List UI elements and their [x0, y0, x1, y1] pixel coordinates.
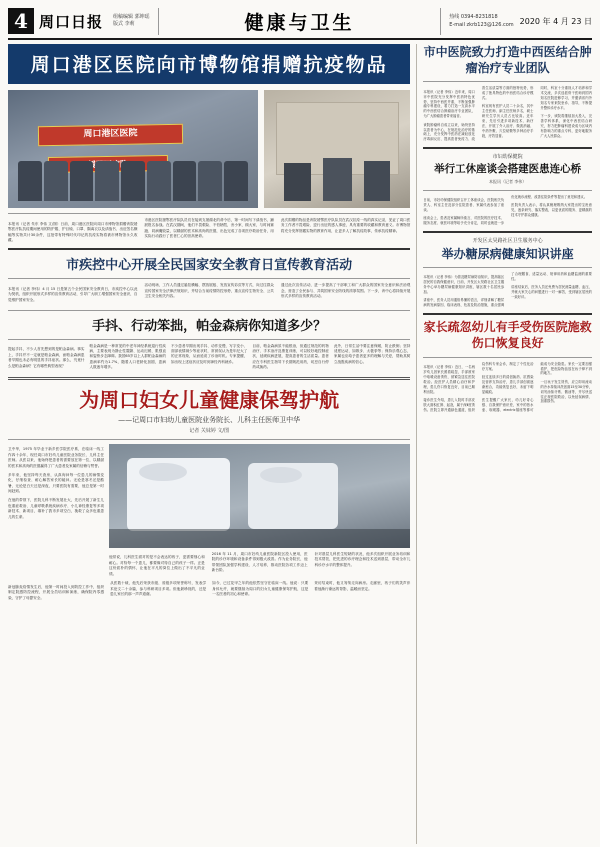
tcm-para-5: 下一步，该院将继续加大投入，完善学科体系，深化中西医结合研究，努力把肿瘤科建设成为区域内有影响力的重点专科，更好地服务广大人民群众。 — [540, 114, 592, 139]
feature-para-7: 新冠肺炎疫情发生后，他第一时间投入到防控工作中，组织制定院感防控流程，开展全员培训和演练，确保院内零感染，守护了母婴安全。 — [8, 584, 105, 600]
feature-para-5: 2016 年 11 月，周口市妇幼儿童医院新院区投入使用，医院的诊疗环境和设备条件得到极大改善。作为业务院长，他带领团队加强学科建设、人才培养，推动医院各项工作迈上新台阶。 — [211, 551, 308, 573]
diabetes-para-3: 讲座结束后，医务人员还免费为居民测量血糖、血压，并就大家关心的问题进行一对一解答，受到辖区居民的一致好评。 — [511, 285, 592, 300]
photo-people-row — [18, 161, 248, 201]
section-title: 健康与卫生 — [158, 8, 442, 35]
forum-para-1: 日前，市妇幼保健院组织召开工休座谈会，医院相关负责人、科室主任及部分住院患者、家属代表参加了座谈。 — [423, 197, 505, 212]
forum-body — [423, 195, 592, 226]
lead-headline: 周口港区医院向市博物馆捐赠抗疫物品 — [8, 44, 410, 84]
masthead-editors — [113, 14, 150, 29]
feature-col-mid — [109, 552, 410, 577]
email: E-mail zkrb123@126.com — [449, 22, 514, 28]
feature-para-9: 如今，已过花甲之年的他依然坚守在临床一线。他说：只要身体允许，就要继续为周口的妇女儿童健康保驾护航，这是一名医者的初心和使命。 — [212, 581, 309, 597]
lead-photo — [8, 90, 258, 208]
forum-byline: 本报讯（记者 李伟） — [489, 178, 527, 184]
lead-para-1: 本报讯（记者 朱东 李伟 文/图）日前，周口港区医院向周口市博物馆捐赠该院援鄂医疗队抗疫期间使用的防护服、护目镜、口罩、隔离衣以及请战书、出征签名横幅等实物共计30余件，这批带有特殊时代印记的抗疫实物将被市博物馆永久收藏。 — [8, 221, 138, 242]
diabetes-para-1: 本报讯（记者 李伟）为普及糖尿病防治知识，提高辖区居民的自我保健意识，日前，开发区太昊路社区卫生服务中心举办糖尿病健康知识讲座，辖区数十名居民参加。 — [423, 275, 505, 295]
forum-para-3: 医院负责人表示，将认真梳理吸纳大家提出的宝贵意见，逐条研究、落实整改，以更优质的服务、更精湛的技术守护群众健康。 — [511, 202, 592, 217]
lead-para-3: 此次捐赠的物品是该院援鄂医疗队队员在武汉抗疫一线的真实记录，见证了周口医务工作者不畏艰险、逆行出征的感人事迹，具有重要的收藏和教育意义。市博物馆将充分发挥馆藏实物的教育作用，让更多人了解抗疫故事，传承抗疫精神。 — [280, 218, 411, 233]
burn-para-4: 医生提醒广大家长，幼儿好奇心强、自我保护意识差，家中的热水壶、取暖器、electric插座等都可能成为安全隐患。家长一定要加强看护，把危险物品放在孩子够不到的地方。 — [481, 361, 592, 412]
feature-para-6: 针对基层儿科医生短缺的状况，他多次组织开展业务培训和技术帮扶，把先进的诊疗理念和技术送到基层，带动全市儿科诊疗水平的整体提升。 — [314, 551, 411, 567]
parkinson-para-1: 提起手抖，不少人首先想到的是帕金森病。事实上，手抖并不一定就是帕金森病，而帕金森病患者早期也未必有明显的手抖症状。那么，究竟什么是帕金森病？它有哪些典型表现？ — [8, 347, 85, 368]
feature-para-3: 在他的带领下，医院儿科不断发展壮大，先后开展了新生儿危重症救治、儿童呼吸系统疾病诊疗、小儿神经康复等多项新技术、新项目，填补了我市多项空白，挽救了众多危重患儿的生命。 — [8, 498, 104, 519]
cdc-para-1: 本报讯（记者 李伟）4 月 15 日是第五个全民国家安全教育日，市疾控中心以此为契机，组织开展形式多样的宣传教育活动，引导广大职工增强国家安全意识，自觉维护国家安全。 — [8, 287, 138, 302]
feature-headline: 为周口妇女儿童健康保驾护航 — [79, 387, 340, 412]
burn-para-1: 本报讯（记者 李伟）近日，一名两岁幼儿因家长照看疏忽，手部被家中取暖设备烫伤，被紧急送往医院救治。经医护人员精心治疗和护理，患儿伤口恢复良好，目前已顺利出院。 — [423, 364, 475, 394]
feature-body-lower — [8, 581, 410, 601]
cdc-body — [8, 283, 410, 304]
masthead — [8, 6, 592, 40]
page-number: 4 — [8, 8, 34, 34]
feature-para-8: 从医数十载，他先后荣获市级、省级多项荣誉称号，发表学术论文二十余篇，参与科研项目多项。但他最珍视的，还是患儿家长的那一声声道谢。 — [110, 581, 207, 597]
feature-para-1: 卫中华，1975 年毕业于新乡医学院医疗系，在临床一线工作四十余年，现任周口市妇幼儿童医院业务院长、儿科主任医师。从医以来，他始终把患者的需要放在第一位，以精湛的医术和高尚的医德赢得了广大患者及家属的信赖与赞誉。 — [8, 447, 104, 468]
photo-banner-top: 周口港区医院 — [38, 124, 183, 146]
issue-date: 2020 年 4 月 23 日 — [519, 16, 592, 26]
tcm-para-2: 该院肿瘤科自成立以来，始终坚持以患者为中心，在规范化治疗的基础上，充分发挥中医药在减轻放化疗毒副反应、提高患者免疫力、改善生活质量等方面的独特优势，形成了独具特色的中西医结合诊疗模式。 — [423, 86, 534, 142]
article-forum — [423, 153, 592, 225]
diabetes-headline: 举办糖尿病健康知识讲座 — [441, 246, 574, 261]
diabetes-para-2: 讲座中，医务人员用通俗易懂的语言，详细讲解了糖尿病的发病原因、临床表现、危害及防治措施，重点强调了合理膳食、适量运动、规律用药和血糖监测的重要性。 — [423, 271, 592, 308]
feature-subhead: ——记周口市妇幼儿童医院业务院长、儿科主任医师卫中华 — [118, 415, 301, 424]
tcm-para-4: 同时，科室十分重视人才培养和学术交流，多次选派骨干医师到国内知名医院进修学习，并邀请省内外知名专家来院坐诊、指导，不断提升整体诊疗水平。 — [540, 86, 592, 111]
page-body — [8, 44, 592, 844]
editor-line-1: 组稿编辑 郭坤瑶 — [113, 13, 150, 20]
paper-name: 周口日报 — [39, 12, 104, 31]
forum-kicker: 市妇幼保健院 — [492, 154, 523, 161]
burn-para-3: 经过连续多日的清创换药、抗感染及营养支持治疗，患儿手部创面逐渐愈合，功能恢复良好，未留下明显瘢痕。 — [481, 374, 534, 394]
article-parkinson — [8, 315, 410, 372]
parkinson-para-2: 帕金森病是一种常见的中老年神经系统退行性疾病，主要表现为静止性震颤、运动迟缓、肌强直和姿势步态障碍。我国65岁以上人群帕金森病的患病率约为1.7%，随着人口老龄化加剧，患病人数逐年增多。 — [89, 343, 166, 370]
article-diabetes — [423, 237, 592, 308]
parkinson-para-4: 目前，帕金森病虽不能根治，但通过规范的药物治疗、手术治疗及康复训练，可以较好地控制症状，延缓疾病进展，提高患者的生活质量。患者应在专科医生指导下长期规范用药，切忌自行停药或换药。 — [252, 343, 329, 370]
diabetes-kicker: 开发区太昊路社区卫生服务中心 — [472, 237, 543, 244]
cdc-para-3: 通过此次宣传活动，进一步提高了干部职工和广大群众的国家安全意识和法治观念，营造了全民参与、共筑国家安全防线的浓厚氛围。下一步，该中心将持续开展形式多样的宣传教育活动。 — [280, 283, 411, 299]
article-lead — [8, 44, 410, 243]
parkinson-para-5: 此外，日常生活中要注意保暖，防止跌倒；坚持适度运动，如散步、太极拳等；保持乐观心态，家属也应给予患者更多的理解与关爱，帮助其树立战胜疾病的信心。 — [333, 343, 411, 364]
lead-photo-secondary — [264, 90, 410, 208]
parkinson-para-3: 不少患者早期出现手抖、动作变慢、写字变小、面部表情减少等症状时，常被误认为是年纪大了的正常现象，从而延误了诊治时机。专家提醒，如出现上述症状应及时到神经内科就诊。 — [170, 343, 248, 364]
article-cdc — [8, 254, 410, 304]
burn-body — [423, 362, 592, 413]
tcm-headline: 市中医院致力打造中西医结合肿瘤治疗专业团队 — [423, 45, 592, 76]
lead-para-2: 市港区医院援鄂医疗队队员们在接到支援湖北的命令后，第一时间写下请战书，踊跃报名参战。在武汉期间，他们不畏艰险、不怕牺牲，舍小家、顾大家，与时间赛跑、同病魔较量，以精湛的医术和高尚的医德，出色完成了各项医疗救治任务，用实际行动践行了医者仁心的崇高使命。 — [144, 218, 274, 239]
burn-para-5: 一旦孩子发生烫伤，应立即用流动的冷水持续冲洗创面15至30分钟，切勿涂抹牙膏、酱油等，并尽快送往正规医院救治，以免延误病情、加重损伤。 — [540, 379, 592, 404]
article-burn — [423, 319, 592, 412]
cdc-headline: 市疾控中心开展全民国家安全教育日宣传教育活动 — [66, 258, 353, 274]
tcm-para-1: 本报讯（记者 李伟）近年来，周口市中医院充分发挥中医药特色优势，坚持中西医并重，不断加强肿瘤专科建设，着力打造一支高水平的中西医结合肿瘤治疗专业团队，为广大肿瘤患者带来福音。 — [423, 89, 475, 119]
tcm-para-3: 科室现有医护人员二十余名，其中主任医师、副主任医师多名，硕士研究生学历人员占比较高。近年来，先后引进多项新技术、新疗法，开展了介入治疗、微波消融、中药外敷、穴位贴敷等多种治疗手段，疗效显著。 — [481, 104, 534, 139]
burn-headline: 家长疏忽幼儿有手受伤医院施救伤口恢复良好 — [423, 320, 592, 351]
parkinson-headline: 手抖、行动笨拙，帕金森病你知道多少？ — [92, 318, 327, 334]
burn-para-2: 接诊医生介绍，患儿入院时手部皮肤大面积红肿、起泡，属于深Ⅱ度烫伤。医院立即开通绿色通道，组织烧伤科专家会诊，制定了个性化治疗方案。 — [423, 361, 534, 412]
left-column — [8, 44, 417, 844]
hotline: 热线 0394-8231818 — [449, 14, 498, 20]
tcm-body — [423, 86, 592, 142]
feature-para-2: 多年来，他坚持每天查房，认真询问每一位患儿的病情变化，仔细检查、耐心解答家长的疑问。无论是寒冬还是酷暑，无论是白天还是深夜，只要医院有需要，他总是第一时间赶到。 — [8, 472, 104, 494]
feature-photo — [109, 444, 410, 548]
feature-para-10: 采访结束时，他又匆匆走向病房。走廊里，孩子们的笑声伴着他渐行渐远的背影，温暖而坚定。 — [314, 581, 411, 591]
right-column — [417, 44, 592, 844]
feature-col-1 — [8, 444, 104, 577]
feature-para-4: 他常说，儿科医生面对的是不会表达的孩子，更需要细心和耐心。对待每一个患儿，都要像对待自己的孩子一样。正是这份质朴的情怀，让他在平凡的岗位上做出了不平凡的业绩。 — [109, 555, 205, 576]
editor-line-2: 版式 李莉 — [113, 21, 135, 27]
article-tcm — [423, 44, 592, 142]
forum-headline: 举行工休座谈会搭建医患连心桥 — [434, 163, 582, 176]
parkinson-body — [8, 344, 410, 372]
article-feature — [8, 384, 410, 601]
cdc-para-2: 活动现场，工作人员通过悬挂横幅、摆放展板、发放宣传彩页等方式，向过往群众宣传国家安全法律法规知识，并结合当前疫情防控形势，重点宣传生物安全、公共卫生安全相关内容。 — [144, 283, 274, 299]
lead-body — [8, 218, 410, 243]
forum-para-2: 座谈会上，患者及家属畅所欲言，对医院的医疗技术、服务态度、就医环境等给予充分肯定，同时也就进一步优化就诊流程、改善住院条件等提出了意见和建议。 — [423, 194, 587, 225]
diabetes-body — [423, 272, 592, 308]
masthead-contact — [449, 13, 513, 29]
feature-byline: 记者 关妹婷 文/图 — [189, 427, 230, 434]
